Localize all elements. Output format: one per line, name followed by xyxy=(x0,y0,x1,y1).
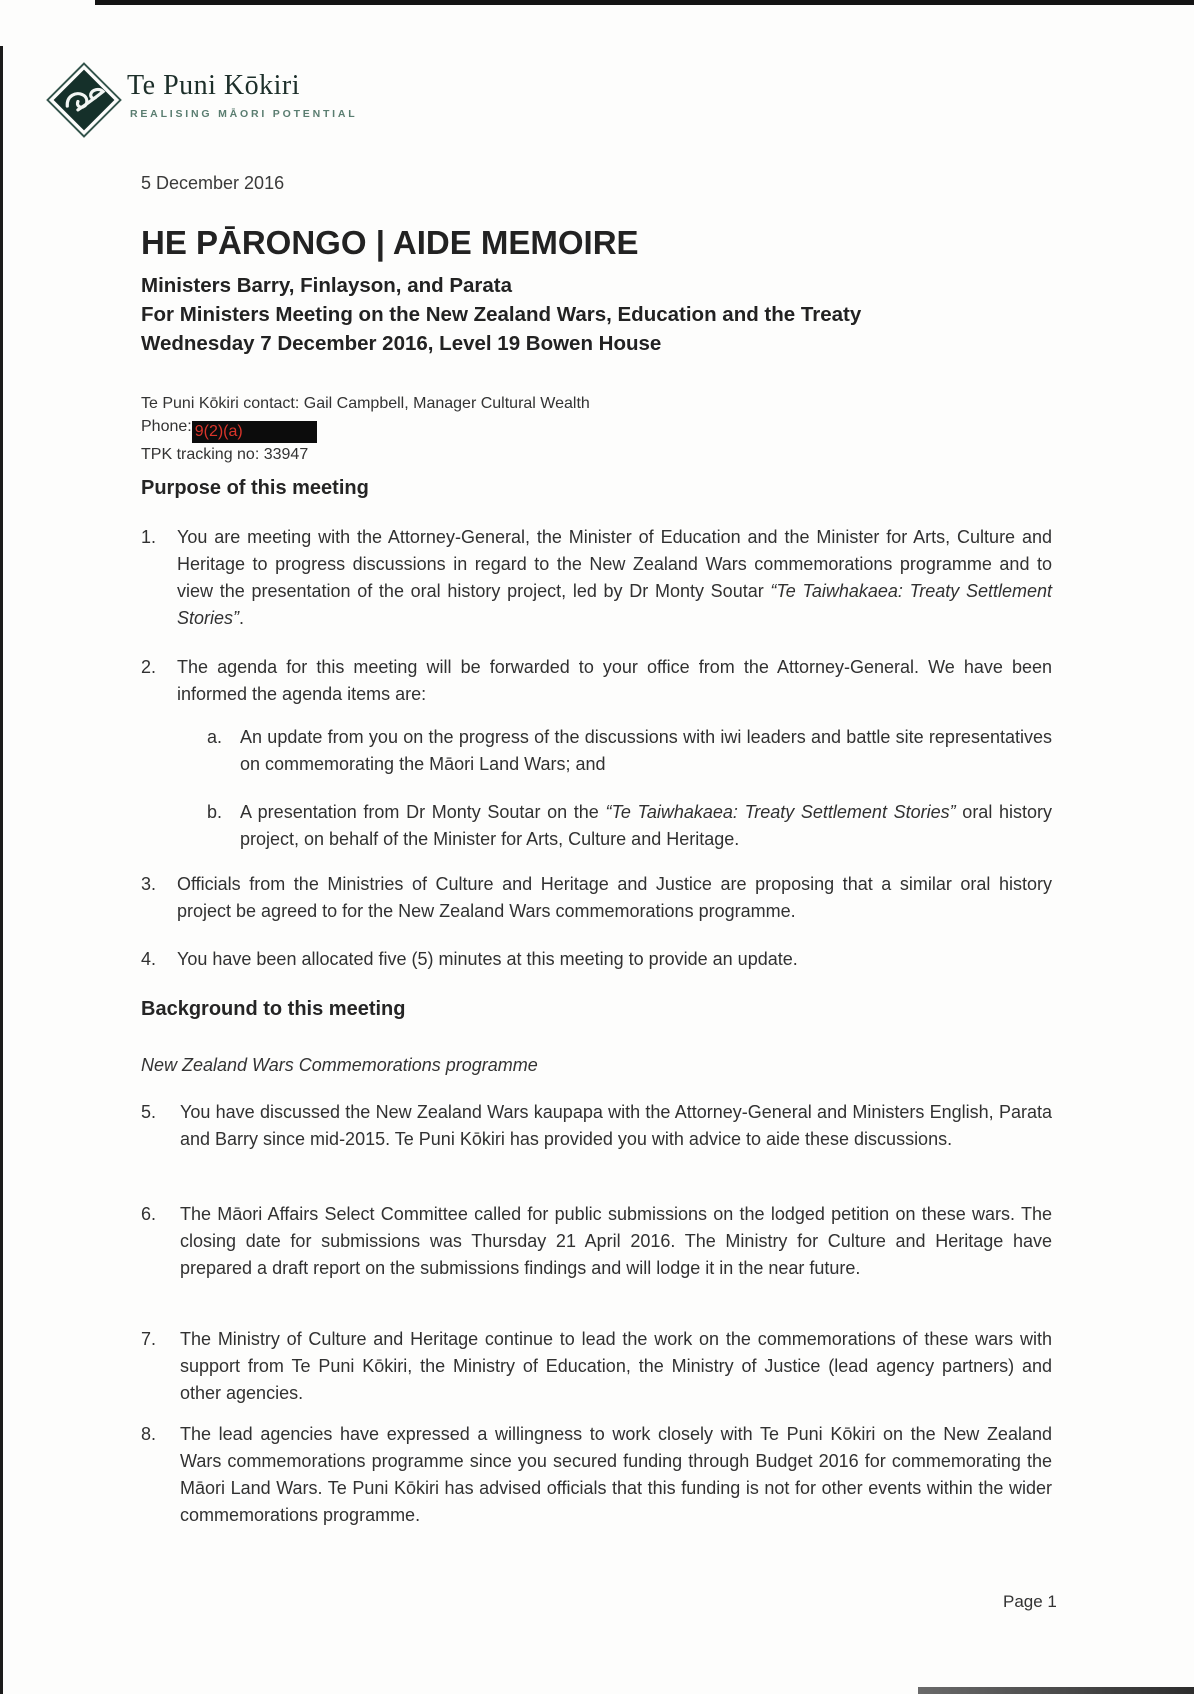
item-text: You have been allocated five (5) minutes at this meeting to provide an update. xyxy=(177,949,798,969)
title-meeting-subject: For Ministers Meeting on the New Zealand Wars, Education and the Treaty xyxy=(141,303,862,326)
te-puni-kokiri-logo-icon xyxy=(46,62,122,138)
contact-phone-line xyxy=(141,415,590,443)
background-heading: Background to this meeting xyxy=(141,998,406,1020)
scan-artifact-top-bar xyxy=(95,0,1194,5)
item-number: 8. xyxy=(141,1424,157,1444)
item-number: 4. xyxy=(141,949,157,969)
item-text xyxy=(240,799,1052,853)
background-item-7 xyxy=(141,1326,1052,1407)
text-segment: oral history project, on behalf of the Minister for Arts, Culture and Heritage. xyxy=(240,802,1052,849)
purpose-heading: Purpose of this meeting xyxy=(141,477,369,499)
organisation-name: Te Puni Kōkiri xyxy=(127,70,301,101)
item-text xyxy=(177,524,1052,632)
redaction-box: 9(2)(a) xyxy=(192,421,317,443)
organisation-tagline: REALISING MĀORI POTENTIAL xyxy=(130,108,358,120)
text-segment-italic: “Te Taiwhakaea: Treaty Settlement Stories” xyxy=(605,802,956,822)
agenda-subitem-b xyxy=(207,799,1052,853)
scan-artifact-bottom-bar xyxy=(918,1687,1194,1694)
text-segment-italic: “Te Taiwhakaea: Treaty Settlement Stories” xyxy=(177,581,1053,628)
scan-artifact-left-edge xyxy=(0,46,3,1694)
purpose-item-1 xyxy=(141,524,1052,632)
page-number: Page 1 xyxy=(1003,1592,1057,1611)
background-item-8 xyxy=(141,1421,1052,1529)
item-text: The Māori Affairs Select Committee called for public submissions on the lodged petition on these wars. The closing date for submissions was Thursday 21 April 2016. The Ministry for Culture and Heritage have prepared a draft report on the submissions findings and will lodge it in the near future. xyxy=(180,1204,1052,1278)
item-text: The lead agencies have expressed a willingness to work closely with Te Puni Kōkiri on the New Zealand Wars commemorations programme since you secured funding through Budget 2016 for commemorating the Māori Land Wars. Te Puni Kōkiri has advised officials that this funding is not for other events within the wider commemorations programme. xyxy=(180,1424,1052,1525)
item-number: 6. xyxy=(141,1204,157,1224)
title-ministers: Ministers Barry, Finlayson, and Parata xyxy=(141,274,513,297)
item-text: The Ministry of Culture and Heritage continue to lead the work on the commemorations of these wars with support from Te Puni Kōkiri, the Ministry of Education, the Ministry of Justice (lead agency partners) and other agencies. xyxy=(180,1329,1052,1403)
background-item-5 xyxy=(141,1099,1052,1153)
tracking-number: TPK tracking no: 33947 xyxy=(141,446,309,463)
purpose-item-2 xyxy=(141,654,1052,708)
item-text: The agenda for this meeting will be forwarded to your office from the Attorney-General. We have been informed the agenda items are: xyxy=(177,657,1052,704)
background-subheading: New Zealand Wars Commemorations programme xyxy=(141,1055,538,1075)
item-text: Officials from the Ministries of Culture and Heritage and Justice are proposing that a similar oral history project be agreed to for the New Zealand Wars commemorations programme. xyxy=(177,874,1052,921)
item-letter: a. xyxy=(207,727,223,747)
item-number: 1. xyxy=(141,527,157,547)
contact-person: Te Puni Kōkiri contact: Gail Campbell, Manager Cultural Wealth xyxy=(141,395,590,412)
item-text: You have discussed the New Zealand Wars kaupapa with the Attorney-General and Ministers English, Parata and Barry since mid-2015. Te Puni Kōkiri has provided you with advice to aide these discussions. xyxy=(180,1102,1052,1149)
item-letter: b. xyxy=(207,802,223,822)
document-title: HE PĀRONGO | AIDE MEMOIRE xyxy=(141,224,639,261)
agenda-subitem-a xyxy=(207,724,1052,778)
title-block xyxy=(141,224,1101,358)
item-number: 2. xyxy=(141,657,157,677)
background-item-6 xyxy=(141,1201,1052,1282)
item-number: 5. xyxy=(141,1102,157,1122)
text-segment: You are meeting with the Attorney-General, the Minister of Education and the Minister for Arts, Culture and Heritage to progress discussions in regard to the New Zealand Wars commemorations programme and to view the presentation of the oral history project, led by Dr Monty Soutar xyxy=(177,527,1052,601)
purpose-item-4 xyxy=(141,946,1052,973)
text-segment: . xyxy=(239,608,245,628)
item-number: 7. xyxy=(141,1329,157,1349)
contact-block xyxy=(141,392,590,466)
item-number: 3. xyxy=(141,874,157,894)
purpose-item-3 xyxy=(141,871,1052,925)
phone-label: Phone: xyxy=(141,418,192,435)
title-meeting-datetime: Wednesday 7 December 2016, Level 19 Bowen House xyxy=(141,332,662,355)
item-text: An update from you on the progress of the discussions with iwi leaders and battle site representatives on commemorating the Māori Land Wars; and xyxy=(240,727,1052,774)
text-segment: A presentation from Dr Monty Soutar on the xyxy=(240,802,606,822)
document-date: 5 December 2016 xyxy=(141,173,285,193)
